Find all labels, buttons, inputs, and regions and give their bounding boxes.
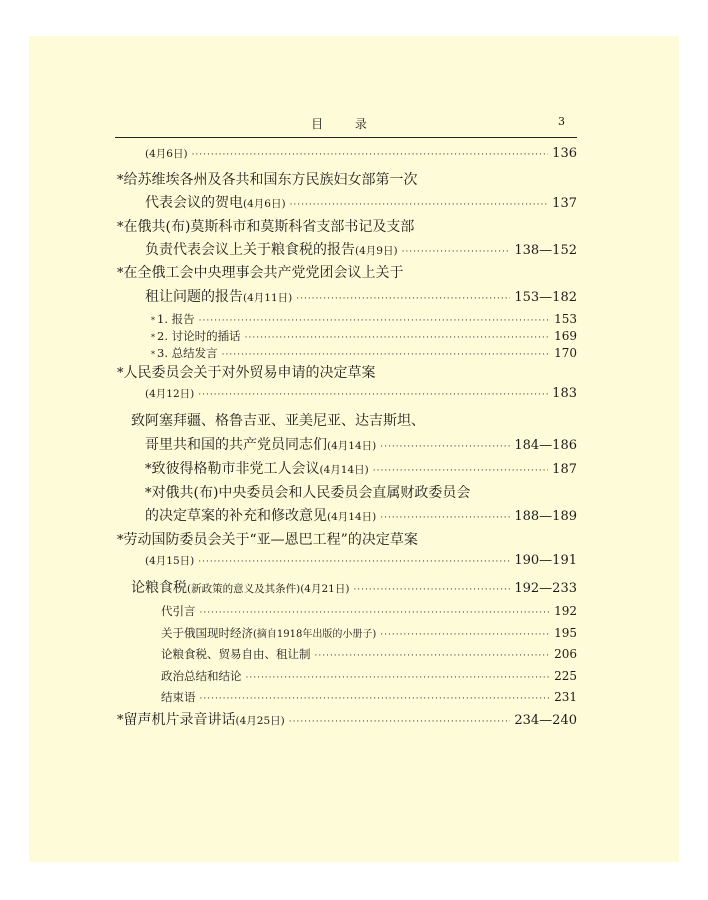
toc-entry: [115, 362, 577, 384]
toc-entry-text: 论粮食税、贸易自由、租让制: [161, 647, 311, 661]
leader-dots: [315, 651, 551, 661]
toc-page-number: 231: [554, 690, 577, 704]
toc-entry: [115, 239, 577, 261]
leader-dots: [199, 316, 550, 326]
toc-entry-text: 在俄共(布)莫斯科市和莫斯科省支部书记及支部: [123, 219, 415, 235]
toc-page-number: 153—182: [514, 290, 577, 305]
toc-page-number: 192—233: [514, 581, 577, 596]
toc-entry: [115, 505, 577, 527]
leader-dots: [380, 630, 550, 640]
toc-entry-text: 在全俄工会中央理事会共产党党团会议上关于: [123, 265, 404, 281]
toc-entry-text: 2. 讨论时的插话: [157, 329, 241, 343]
star-marker: *: [117, 713, 124, 728]
star-marker: *: [117, 173, 124, 188]
toc-entry-note: (摘自1918年出版的小册子): [253, 629, 377, 640]
star-marker: *: [117, 220, 124, 235]
toc-page-number: 138—152: [514, 243, 577, 258]
page-header: [115, 113, 577, 138]
leader-dots: [289, 717, 511, 727]
toc-entry-text: (4月15日): [145, 555, 195, 567]
toc-page-number: 192: [554, 604, 577, 618]
toc-entry-date: (4月14日): [319, 464, 369, 476]
toc-entry-text: 论粮食税: [131, 580, 187, 596]
toc-page-number: 188—189: [514, 509, 577, 524]
toc-entry: [115, 458, 577, 480]
leader-dots: [353, 585, 510, 595]
toc-page-number: 136: [552, 146, 577, 161]
toc-page-number: 184—186: [514, 438, 577, 453]
toc-entry: [115, 345, 577, 361]
toc-entry: [115, 410, 577, 432]
toc-entry: [115, 169, 577, 191]
toc-entry: [115, 311, 577, 327]
toc-entry-date: (4月6日): [243, 198, 286, 210]
leader-dots: [380, 513, 510, 523]
toc-entry-text: 致阿塞拜疆、格鲁吉亚、亚美尼亚、达吉斯坦、: [131, 413, 425, 429]
toc-page-number: 169: [554, 329, 577, 343]
toc-entry-text: 致彼得格勒市非党工人会议: [151, 461, 320, 477]
leader-dots: [373, 466, 548, 476]
toc-entry: [115, 529, 577, 551]
toc-entry: [115, 625, 577, 641]
leader-dots: [380, 442, 510, 452]
toc-entry-text: 1. 报告: [157, 312, 195, 326]
leader-dots: [290, 200, 549, 210]
star-marker: *: [145, 486, 152, 501]
toc-entry: [115, 689, 577, 705]
toc-entry-text: 给苏维埃各州及各共和国东方民族妇女部第一次: [123, 172, 418, 188]
header-page-number: 3: [558, 115, 565, 128]
toc-entry: [115, 192, 577, 214]
toc-entry: [115, 216, 577, 238]
toc-entry-text: (4月12日): [145, 388, 195, 400]
toc-entry-text: 关于俄国现时经济: [161, 626, 253, 640]
star-marker: *: [117, 266, 124, 281]
toc-entry-date: (4月9日): [355, 245, 398, 257]
toc-page-number: 153: [554, 312, 577, 326]
toc-entry-text: 负责代表会议上关于粮食税的报告: [145, 242, 355, 258]
toc-entry-text: 劳动国防委员会关于“亚—恩巴工程”的决定草案: [123, 532, 418, 548]
toc-entry: [115, 262, 577, 284]
toc-entry-text: 人民委员会关于对外贸易申请的决定草案: [123, 365, 376, 381]
toc-entry-text: 的决定草案的补充和修改意见: [145, 508, 327, 524]
toc-entry-text: 留声机片录音讲话: [123, 712, 236, 728]
toc-entry-date: (4月14日): [327, 440, 377, 452]
toc-entry: [115, 286, 577, 308]
toc-entry-text: 哥里共和国的共产党员同志们: [145, 437, 327, 453]
toc-entry-date: (新政策的意义及其条件)(4月21日): [187, 583, 350, 595]
toc-page-number: 225: [554, 669, 577, 683]
toc-entry-text: (4月6日): [145, 148, 188, 160]
toc-entry-text: 3. 总结发言: [157, 346, 218, 360]
star-marker: *: [145, 462, 152, 477]
toc-entry-date: (4月14日): [327, 511, 377, 523]
toc-page-number: 137: [552, 196, 577, 211]
toc-entry: [115, 386, 577, 408]
toc-entry: [115, 577, 577, 599]
leader-dots: [222, 350, 550, 360]
toc-entry-text: 租让问题的报告: [145, 289, 243, 305]
toc-page-number: 195: [554, 626, 577, 640]
toc-page-number: 190—191: [514, 553, 577, 568]
toc-entry: [115, 668, 577, 684]
star-marker: *: [151, 316, 155, 325]
toc-page-number: 170: [554, 346, 577, 360]
toc-entry: [115, 709, 577, 731]
toc-entry-text: 对俄共(布)中央委员会和人民委员会直属财政委员会: [151, 485, 471, 501]
toc-entry: [115, 328, 577, 344]
leader-dots: [192, 150, 549, 160]
leader-dots: [246, 673, 551, 683]
toc-entry-text: 结束语: [161, 690, 196, 704]
star-marker: *: [151, 350, 155, 359]
leader-dots: [296, 294, 510, 304]
toc-entry: [115, 482, 577, 504]
star-marker: *: [151, 333, 155, 342]
toc-entry-date: (4月25日): [235, 715, 285, 727]
toc-entry: [115, 646, 577, 662]
leader-dots: [200, 694, 551, 704]
toc-page-number: 183: [552, 386, 577, 401]
star-marker: *: [117, 533, 124, 548]
toc-entry-date: (4月11日): [243, 292, 293, 304]
leader-dots: [200, 608, 551, 618]
toc-page-number: 206: [554, 647, 577, 661]
toc-page-number: 187: [552, 462, 577, 477]
toc-entry: [115, 603, 577, 619]
leader-dots: [245, 333, 550, 343]
star-marker: *: [117, 366, 124, 381]
leader-dots: [402, 247, 511, 257]
toc-entry-text: 代表会议的贺电: [145, 195, 243, 211]
toc-entry-text: 政治总结和结论: [161, 669, 242, 683]
toc-entry: [115, 146, 577, 168]
toc-entry: [115, 434, 577, 456]
header-title: 目 录: [311, 117, 381, 131]
leader-dots: [198, 390, 548, 400]
toc-entry-text: 代引言: [161, 604, 196, 618]
leader-dots: [198, 557, 510, 567]
toc-entry: [115, 553, 577, 575]
toc-page-number: 234—240: [514, 713, 577, 728]
